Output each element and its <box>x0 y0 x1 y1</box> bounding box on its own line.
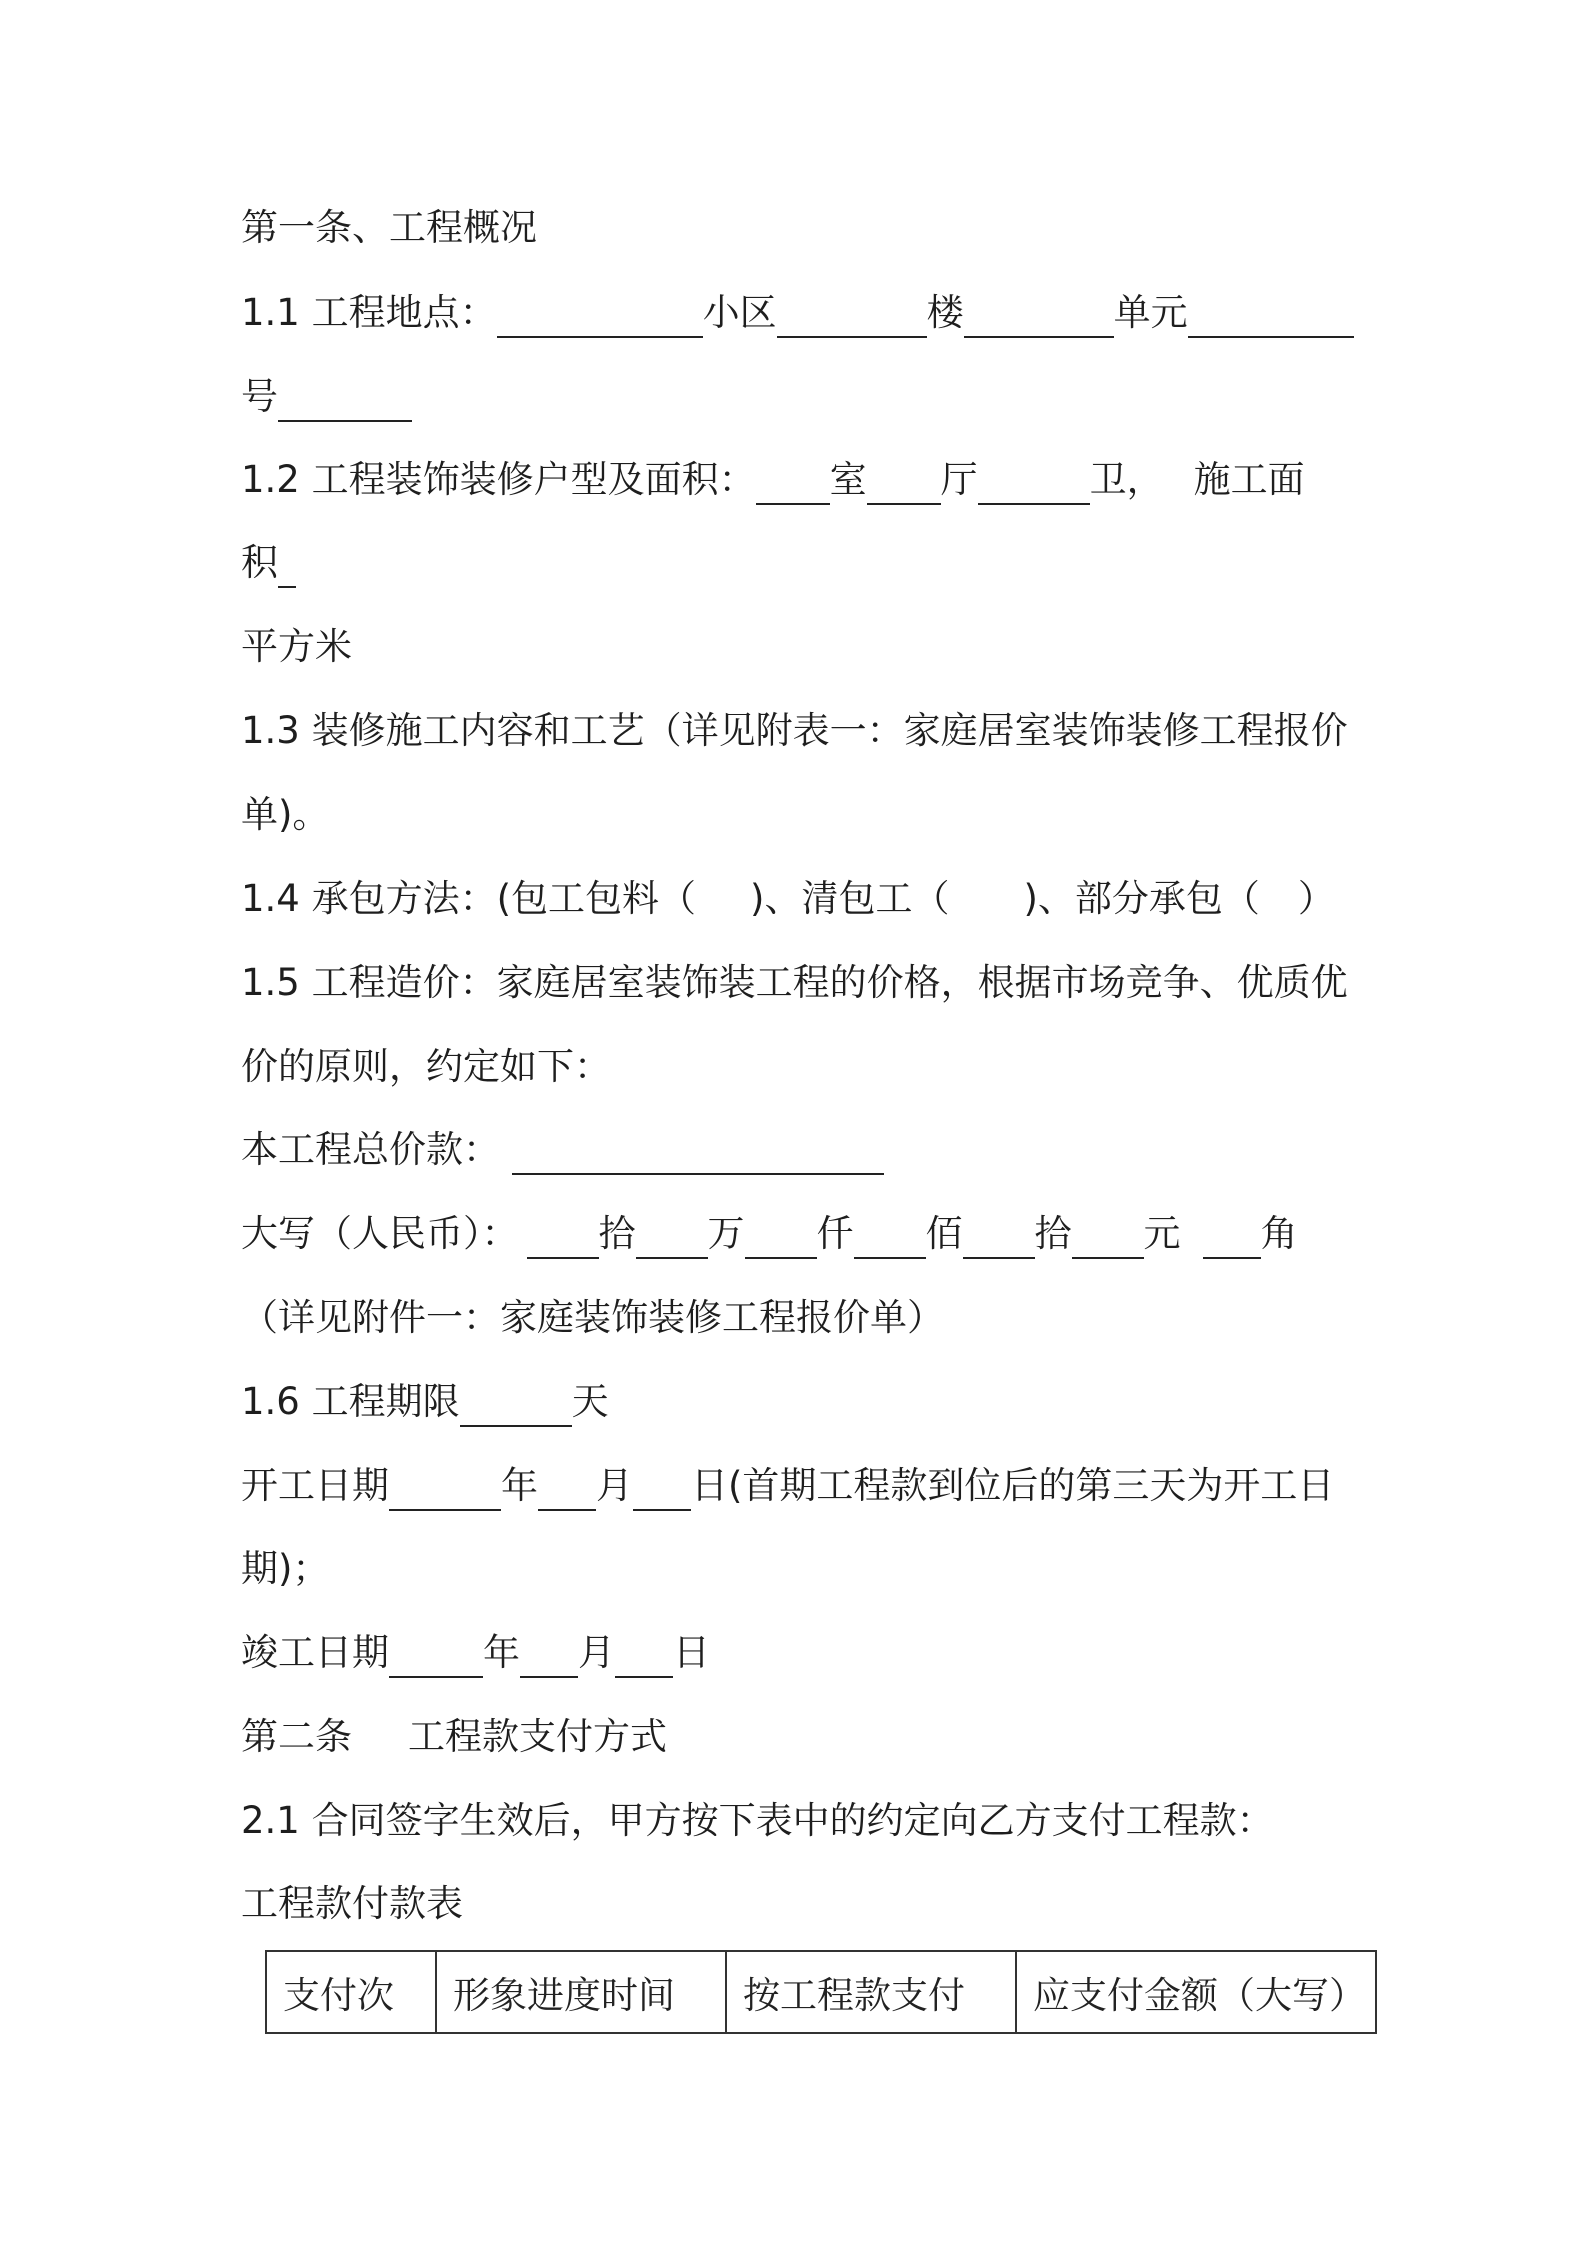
clause-1-3-cont: 单)。 <box>241 793 330 836</box>
table-header-row <box>266 1951 1376 2033</box>
blank-days <box>460 1383 572 1427</box>
clause-1-5-cont: 价的原则，约定如下： <box>241 1045 611 1088</box>
blank-shi <box>963 1215 1035 1259</box>
label-day-count: 天 <box>571 1380 609 1423</box>
price-in-words-label: 大写（人民币）： <box>241 1212 519 1255</box>
clause-2-1: 2.1 合同签字生效后，甲方按下表中的约定向乙方支付工程款： <box>241 1799 1274 1842</box>
option-partial: )、部分承包（ <box>1023 877 1260 920</box>
article-2-title <box>241 1712 667 1762</box>
blank-building <box>777 294 927 338</box>
label-start-month: 月 <box>596 1464 633 1507</box>
start-date-label: 开工日期 <box>241 1464 389 1507</box>
start-date-note: (首期工程款到位后的第三天为开工日 <box>728 1464 1335 1507</box>
option-full-contract: 1.4 承包方法：(包工包料（ <box>241 877 697 920</box>
blank-total-price <box>512 1131 884 1175</box>
label-ting: 厅 <box>940 458 978 501</box>
start-date <box>241 1461 1334 1511</box>
clause-1-4 <box>241 874 1335 924</box>
unit-shi-1: 拾 <box>598 1212 636 1255</box>
blank-wan <box>636 1215 708 1259</box>
blank-halls <box>867 461 941 505</box>
blank-area <box>278 544 296 588</box>
unit-bai: 佰 <box>925 1212 963 1255</box>
label-end-year: 年 <box>483 1631 520 1674</box>
table-header-cell: 形象进度时间 <box>436 1951 726 2033</box>
blank-unit-tail <box>1188 294 1354 338</box>
price-in-words <box>241 1209 1298 1259</box>
end-date-label: 竣工日期 <box>241 1631 389 1674</box>
label-hao: 号 <box>241 375 278 418</box>
blank-bai <box>854 1215 926 1259</box>
blank-start-year <box>389 1467 501 1511</box>
clause-1-6 <box>241 1377 609 1427</box>
label-area-2: 积 <box>241 541 278 584</box>
table-header-cell: 应支付金额（大写） <box>1016 1951 1376 2033</box>
clause-1-3: 1.3 装修施工内容和工艺（详见附表一：家庭居室装饰装修工程报价 <box>241 709 1348 752</box>
clause-1-2-unit: 平方米 <box>241 625 352 668</box>
blank-yuan <box>1072 1215 1144 1259</box>
blank-end-month <box>520 1634 578 1678</box>
clause-1-1-label: 1.1 工程地点： <box>241 291 497 334</box>
table-header-cell: 按工程款支付 <box>726 1951 1016 2033</box>
unit-jiao: 角 <box>1260 1212 1298 1255</box>
unit-wan: 万 <box>707 1212 745 1255</box>
clause-1-2-cont <box>241 538 296 588</box>
blank-baths <box>978 461 1090 505</box>
label-end-day: 日 <box>673 1631 710 1674</box>
blank-shiwan <box>527 1215 599 1259</box>
blank-start-day <box>633 1467 691 1511</box>
blank-end-year <box>389 1634 483 1678</box>
unit-shi-2: 拾 <box>1034 1212 1072 1255</box>
payment-table-title: 工程款付款表 <box>241 1882 463 1925</box>
clause-1-1-cont <box>241 372 412 422</box>
table-header-cell: 支付次 <box>266 1951 436 2033</box>
start-date-cont: 期)； <box>241 1547 330 1590</box>
unit-qian: 仟 <box>816 1212 854 1255</box>
blank-unit <box>964 294 1114 338</box>
blank-jiao <box>1203 1215 1261 1259</box>
blank-community <box>497 294 703 338</box>
total-price <box>241 1125 884 1175</box>
article-2-number: 第二条 <box>241 1715 352 1758</box>
blank-number <box>278 378 412 422</box>
label-lou: 楼 <box>926 291 964 334</box>
unit-yuan: 元 <box>1143 1212 1181 1255</box>
clause-1-2 <box>241 455 1305 505</box>
see-attachment: （详见附件一：家庭装饰装修工程报价单） <box>241 1296 944 1339</box>
total-price-label: 本工程总价款： <box>241 1128 500 1171</box>
label-danyuan: 单元 <box>1113 291 1188 334</box>
blank-rooms <box>756 461 830 505</box>
option-labor-only: )、清包工（ <box>750 877 950 920</box>
blank-end-day <box>615 1634 673 1678</box>
label-start-year: 年 <box>501 1464 538 1507</box>
label-wei: 卫， <box>1089 458 1164 501</box>
label-end-month: 月 <box>578 1631 615 1674</box>
label-xiaoqu: 小区 <box>702 291 777 334</box>
article-1-title: 第一条、工程概况 <box>241 206 537 249</box>
clause-1-5: 1.5 工程造价：家庭居室装饰装工程的价格，根据市场竞争、优质优 <box>241 961 1348 1004</box>
blank-qian <box>745 1215 817 1259</box>
clause-1-1 <box>241 288 1354 338</box>
end-date <box>241 1628 710 1678</box>
label-shi: 室 <box>829 458 867 501</box>
clause-1-6-label: 1.6 工程期限 <box>241 1380 460 1423</box>
blank-start-month <box>538 1467 596 1511</box>
clause-1-2-label: 1.2 工程装饰装修户型及面积： <box>241 458 756 501</box>
option-close: ） <box>1297 877 1335 920</box>
label-start-day: 日 <box>691 1464 728 1507</box>
label-area: 施工面 <box>1193 458 1305 501</box>
payment-table <box>265 1950 1377 2034</box>
article-2-heading: 工程款支付方式 <box>408 1715 667 1758</box>
